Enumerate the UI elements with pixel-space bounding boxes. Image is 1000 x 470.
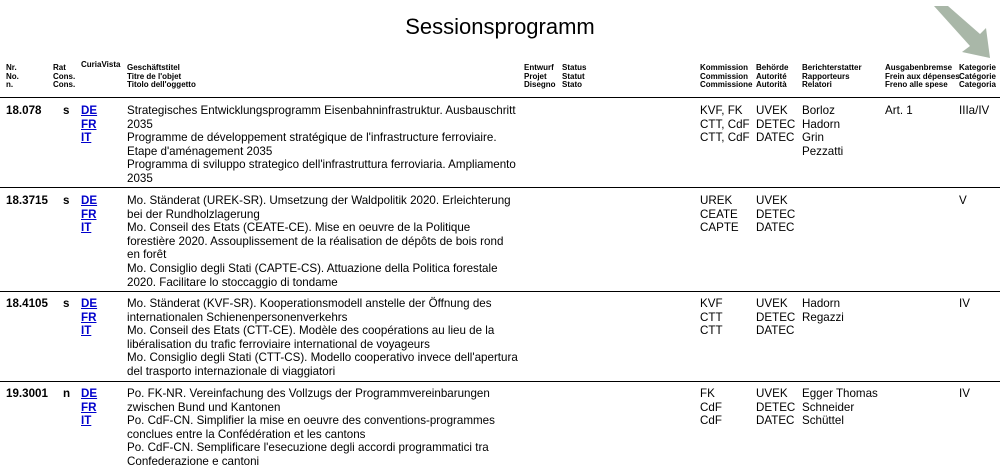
header-title-line: Titre de l'objet xyxy=(127,71,182,81)
row-divider xyxy=(0,381,1000,382)
curiavista-link-de[interactable]: DE xyxy=(81,104,98,117)
header-category-line: Kategorie xyxy=(959,63,996,72)
authority-line: DATEC xyxy=(756,131,795,145)
authority-line: DETEC xyxy=(756,310,796,324)
header-rapporteurs-line: Rapporteurs xyxy=(802,71,850,81)
council-code: n xyxy=(63,387,71,400)
commission-line: UREK xyxy=(700,194,733,207)
authority-line: UVEK xyxy=(756,387,788,400)
header-authority-line: Autorità xyxy=(756,80,787,89)
commission-line: CEATE xyxy=(700,207,738,221)
authority xyxy=(756,297,795,338)
authority-line: UVEK xyxy=(756,297,788,310)
business-title-line: Po. CdF-CN. Simplifier la mise en oeuvre des conventions-programmes xyxy=(127,414,495,428)
curiavista-link-it[interactable]: IT xyxy=(81,324,92,338)
curiavista-link-de[interactable]: DE xyxy=(81,194,98,207)
category: IV xyxy=(959,297,970,310)
header-rat-line: Rat xyxy=(53,63,66,72)
header-spending-brake-line: Frein aux dépenses xyxy=(885,71,960,81)
curiavista-link-fr[interactable]: FR xyxy=(81,400,97,414)
header-title-line: Geschäftstitel xyxy=(127,63,180,72)
commission xyxy=(700,104,750,145)
business-number: 18.4105 xyxy=(6,297,48,310)
business-title-line: Etape d'aménagement 2035 xyxy=(127,144,273,158)
business-title-line: Mo. Conseil des Etats (CEATE-CE). Mise en oeuvre de la Politique xyxy=(127,221,471,235)
header-category-line: Catégorie xyxy=(959,71,996,81)
commission-line: CTT, CdF xyxy=(700,117,750,131)
curiavista-link-it[interactable]: IT xyxy=(81,131,92,145)
header-spending-brake-line: Freno alle spese xyxy=(885,80,948,89)
curiavista-link-it[interactable]: IT xyxy=(81,414,92,428)
council-code: s xyxy=(63,194,70,207)
authority xyxy=(756,194,795,235)
rapporteur-line: Grin xyxy=(802,131,824,145)
commission-line: CdF xyxy=(700,400,722,414)
arrow-down-right-icon xyxy=(928,2,998,62)
header-draft-line: Disegno xyxy=(524,80,556,89)
header-nr-line: Nr. xyxy=(6,63,17,72)
header-nr-line: No. xyxy=(6,71,19,81)
header-category xyxy=(959,64,996,90)
business-number: 18.3715 xyxy=(6,194,48,207)
curiavista-link-de[interactable]: DE xyxy=(81,297,98,310)
header-commission-line: Commissione xyxy=(700,80,753,89)
header-rat xyxy=(53,64,75,90)
curiavista-links xyxy=(81,297,97,338)
curiavista-link-it[interactable]: IT xyxy=(81,221,92,235)
category: IV xyxy=(959,387,970,400)
rapporteur-line: Egger Thomas xyxy=(802,387,878,400)
curiavista-links xyxy=(81,194,97,235)
authority-line: DETEC xyxy=(756,117,796,131)
rapporteurs xyxy=(802,104,843,158)
rapporteur-line: Schneider xyxy=(802,400,855,414)
business-title-line: en forêt xyxy=(127,248,167,262)
business-title-line: bei der Rundholzlagerung xyxy=(127,207,260,221)
header-authority xyxy=(756,64,788,90)
business-title xyxy=(127,387,495,469)
authority-line: UVEK xyxy=(756,194,788,207)
business-title-line: 2035 xyxy=(127,171,153,185)
header-rapporteurs-line: Berichterstatter xyxy=(802,63,862,72)
business-number: 19.3001 xyxy=(6,387,48,400)
authority-line: UVEK xyxy=(756,104,788,117)
rapporteurs xyxy=(802,387,878,428)
rapporteurs xyxy=(802,297,844,324)
header-curiavista-line: CuriaVista xyxy=(81,60,121,69)
business-title-line: zwischen Bund und Kantonen xyxy=(127,400,281,414)
header-commission-line: Commission xyxy=(700,71,749,81)
commission-line: CTT, CdF xyxy=(700,131,750,145)
header-rat-line: Cons. xyxy=(53,80,76,89)
business-title-line: internationalen Schienenpersonenverkehrs xyxy=(127,310,348,324)
commission-line: CTT xyxy=(700,310,723,324)
commission-line: KVF, FK xyxy=(700,104,743,117)
authority-line: DETEC xyxy=(756,207,796,221)
business-title-line: Confederazione e cantoni xyxy=(127,454,260,468)
commission-line: KVF xyxy=(700,297,723,310)
business-title-line: Mo. Consiglio degli Stati (CAPTE-CS). Attuazione della Politica forestale xyxy=(127,261,498,275)
council-code: s xyxy=(63,297,70,310)
business-title-line: Programma di sviluppo strategico dell'infrastruttura ferroviaria. Ampliamento xyxy=(127,158,516,172)
business-title-line: conclues entre la Confédération et les cantons xyxy=(127,427,366,441)
business-title-line: Po. FK-NR. Vereinfachung des Vollzugs der Programmvereinbarungen xyxy=(127,387,490,400)
authority-line: DATEC xyxy=(756,414,795,428)
header-draft-line: Entwurf xyxy=(524,63,554,72)
commission-line: CdF xyxy=(700,414,722,428)
commission xyxy=(700,297,723,338)
curiavista-link-de[interactable]: DE xyxy=(81,387,98,400)
business-title-line: libéralisation du trafic ferroviaire international de voyageurs xyxy=(127,337,430,351)
header-status-line: Status xyxy=(562,63,587,72)
header-commission-line: Kommission xyxy=(700,63,749,72)
business-title-line: Mo. Conseil des Etats (CTT-CE). Modèle des coopérations au lieu de la xyxy=(127,324,495,338)
category: V xyxy=(959,194,967,207)
business-title xyxy=(127,104,516,186)
authority xyxy=(756,387,795,428)
row-divider xyxy=(0,291,1000,292)
curiavista-link-fr[interactable]: FR xyxy=(81,310,97,324)
business-title-line: 2020. Facilitare lo stoccaggio di tondame xyxy=(127,275,338,289)
header-draft xyxy=(524,64,556,90)
business-title-line: Programme de développement stratégique de l'infrastructure ferroviaire. xyxy=(127,131,497,145)
commission xyxy=(700,194,739,235)
business-title-line: forestière 2020. Assouplissement de la réalisation de dépôts de bois rond xyxy=(127,234,504,248)
header-spending-brake xyxy=(885,64,960,90)
row-divider xyxy=(0,97,1000,98)
business-title-line: Mo. Ständerat (UREK-SR). Umsetzung der Waldpolitik 2020. Erleichterung xyxy=(127,194,511,207)
header-status xyxy=(562,64,586,90)
header-authority-line: Behörde xyxy=(756,63,789,72)
rapporteur-line: Hadorn xyxy=(802,117,841,131)
authority xyxy=(756,104,795,145)
authority-line: DETEC xyxy=(756,400,796,414)
header-rapporteurs xyxy=(802,64,862,90)
business-title-line: Mo. Ständerat (KVF-SR). Kooperationsmodell anstelle der Öffnung des xyxy=(127,297,492,310)
council-code: s xyxy=(63,104,70,117)
rapporteur-line: Hadorn xyxy=(802,297,841,310)
business-number: 18.078 xyxy=(6,104,42,117)
curiavista-link-fr[interactable]: FR xyxy=(81,207,97,221)
header-nr xyxy=(6,64,19,90)
rapporteur-line: Pezzatti xyxy=(802,144,844,158)
header-curiavista xyxy=(81,61,120,70)
header-title xyxy=(127,64,196,90)
commission-line: CTT xyxy=(700,324,723,338)
business-title-line: 2035 xyxy=(127,117,153,131)
business-title-line: del trasporto internazionale di viaggiatori xyxy=(127,364,336,378)
curiavista-links xyxy=(81,387,97,428)
header-title-line: Titolo dell'oggetto xyxy=(127,80,196,89)
header-status-line: Statut xyxy=(562,71,585,81)
curiavista-links xyxy=(81,104,97,145)
rapporteur-line: Regazzi xyxy=(802,310,844,324)
header-nr-line: n. xyxy=(6,80,14,89)
commission-line: FK xyxy=(700,387,715,400)
business-title xyxy=(127,297,518,379)
business-title-line: Mo. Consiglio degli Stati (CTT-CS). Modello cooperativo invece dell'apertura xyxy=(127,351,518,365)
rapporteur-line: Borloz xyxy=(802,104,835,117)
header-rat-line: Cons. xyxy=(53,71,76,81)
rapporteur-line: Schüttel xyxy=(802,414,844,428)
business-title-line: Strategisches Entwicklungsprogramm Eisenbahninfrastruktur. Ausbauschritt xyxy=(127,104,516,117)
commission-line: CAPTE xyxy=(700,221,739,235)
header-rapporteurs-line: Relatori xyxy=(802,80,832,89)
header-draft-line: Projet xyxy=(524,71,547,81)
curiavista-link-fr[interactable]: FR xyxy=(81,117,97,131)
spending-brake: Art. 1 xyxy=(885,104,913,117)
authority-line: DATEC xyxy=(756,221,795,235)
page-title: Sessionsprogramm xyxy=(405,14,595,39)
commission xyxy=(700,387,722,428)
row-divider xyxy=(0,187,1000,188)
header-commission xyxy=(700,64,752,90)
header-status-line: Stato xyxy=(562,80,582,89)
header-spending-brake-line: Ausgabenbremse xyxy=(885,63,953,72)
authority-line: DATEC xyxy=(756,324,795,338)
business-title-line: Po. CdF-CN. Semplificare l'esecuzione degli accordi programmatici tra xyxy=(127,441,489,455)
business-title xyxy=(127,194,511,289)
category: IIIa/IV xyxy=(959,104,990,117)
header-category-line: Categoria xyxy=(959,80,996,89)
header-authority-line: Autorité xyxy=(756,71,787,81)
